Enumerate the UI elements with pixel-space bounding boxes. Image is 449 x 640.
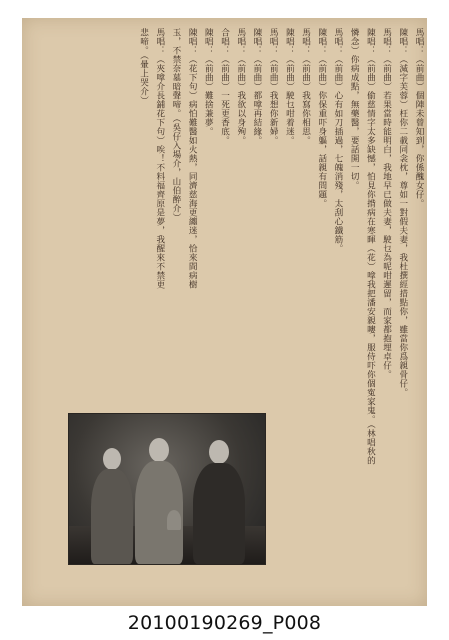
text-column: 陳唱：（前曲）駛乜咁着迷。	[284, 28, 295, 145]
figure-head-right	[209, 440, 229, 464]
text-column: 馬唱：（前曲）我想你新婦。	[268, 28, 279, 145]
text-column: 馬唱：（前曲）若果當時能明白，我地早已做夫妻，駛乜為呢咁遲留，而家都抱埋卓仔。	[381, 28, 392, 379]
text-column: 陳唱：（花下句）病怕難醫如火熱，同濟慈海更纏迷，恰來間病樹	[187, 28, 198, 289]
text-column: 陳唱：（前曲）難捨兼夢。	[203, 28, 214, 136]
text-column: 陳唱：（前曲）偷慈情字太多缺憾，怕見你揹病在寒暉（花）嗱我把潘安親嘍，服侍吓你個寃家鬼。（林唱秋的	[365, 28, 376, 465]
text-column: 陳唱：（減字芙蓉）枉你二載同衾枕，尊如一對假夫妻，我杜撰經措點你，雖當你爲親骨仔。	[397, 28, 408, 397]
archive-id-caption: 20100190269_P008	[127, 612, 322, 634]
text-column: 馬唱：（前曲）個陣未曾知到，你係醜女仔。	[414, 28, 424, 208]
text-column: 合唱：（前曲）一死更香底。	[219, 28, 230, 145]
text-column: 馬唱：（夾嗱介長鋪花下句）唉！不料福齊原是夢，我醒來不禁更	[154, 28, 165, 289]
text-column: 陳唱：（前曲）你保重吓身軀，話親有問題。	[316, 28, 327, 208]
text-column: 陳唱：（前曲）都嗱再結緣。	[251, 28, 262, 145]
text-column: 馬唱：（前曲）我寫你相思。	[300, 28, 311, 145]
figure-body-left	[91, 469, 133, 564]
text-column: 馬唱：（前曲）心有如刀插過，七魄消殘，太刮心鐵筋。	[332, 28, 343, 253]
still-photograph	[68, 413, 266, 565]
figure-head-left	[103, 448, 121, 470]
figure-head-middle	[149, 438, 169, 462]
text-column: 悲啼。（暈上哭介）	[138, 28, 149, 105]
photo-object	[167, 510, 181, 530]
text-column: 玉，不禁奈墓暗聲啼。（吳仔入場介，山伯醉介）	[170, 28, 181, 222]
figure-body-right	[193, 463, 245, 564]
text-column: 憐念）你病成點，無藥醫，要話開一切。	[349, 28, 360, 190]
document-page	[22, 18, 427, 606]
vertical-text-block	[62, 28, 427, 465]
text-column: 馬唱：（前曲）我欲以身殉。	[235, 28, 246, 145]
